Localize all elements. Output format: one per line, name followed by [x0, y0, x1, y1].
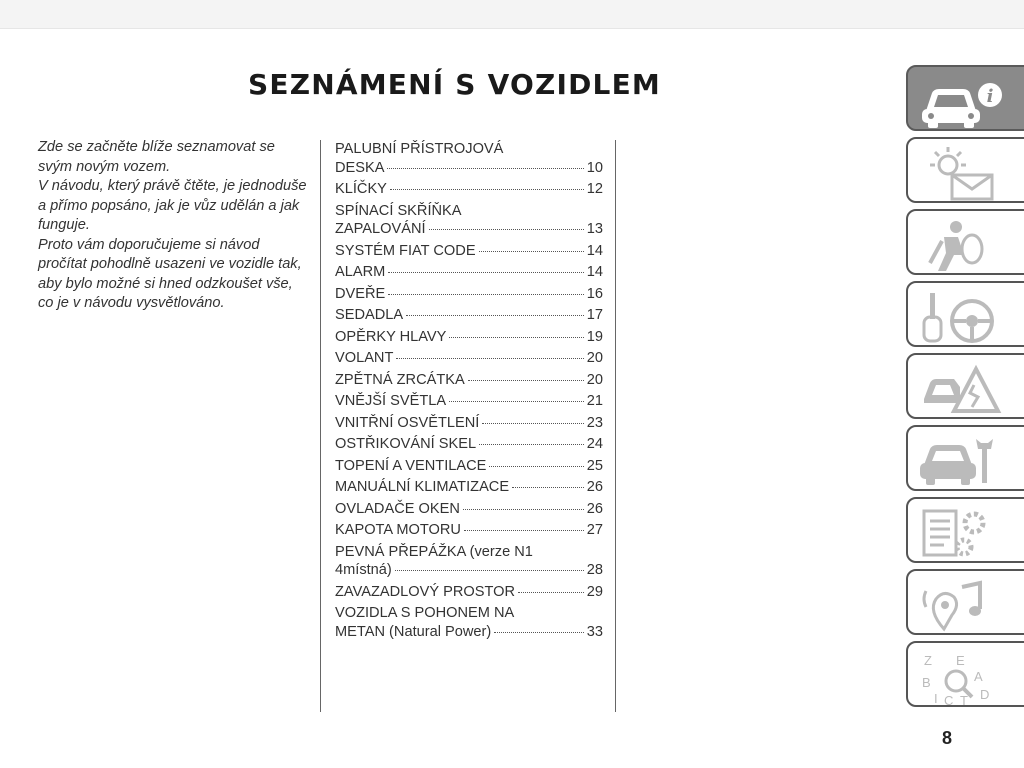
intro-paragraph: V návodu, který právě čtěte, je jednoduše a přímo popsáno, jak je vůz udělán a jak funguje. — [38, 178, 307, 233]
toc-entry-label: DESKA — [335, 159, 385, 176]
toc-leader-dots — [494, 632, 584, 633]
toc-entry[interactable] — [335, 349, 603, 368]
toc-leader-dots — [449, 337, 583, 338]
car-accident-icon — [916, 359, 1008, 419]
toc-entry-page: 29 — [586, 583, 603, 600]
toc-entry-label: ZAPALOVÁNÍ — [335, 221, 426, 237]
toc-entry-label: 4místná) — [335, 562, 392, 578]
toc-leader-dots — [512, 487, 584, 488]
alphabetical-index-icon — [916, 647, 1008, 707]
toc-entry-page: 12 — [586, 181, 603, 197]
toc-entry[interactable] — [335, 435, 603, 454]
toc-entry-label: OSTŘIKOVÁNÍ SKEL — [335, 436, 477, 452]
toc-leader-dots — [479, 251, 584, 252]
toc-entry-label: SEDADLA — [335, 307, 404, 323]
toc-entry-page: 13 — [586, 221, 603, 237]
toc-entry[interactable] — [335, 242, 603, 261]
toc-entry-page: 28 — [586, 562, 603, 578]
top-bar — [0, 0, 1024, 29]
toc-entry-label-line1: VOZIDLA S POHONEM NA — [335, 605, 515, 621]
toc-entry-label: ALARM — [335, 264, 386, 280]
toc-entry-page: 23 — [586, 414, 603, 431]
car-info-icon — [916, 71, 1008, 131]
toc-leader-dots — [387, 168, 583, 169]
toc-entry[interactable] — [335, 414, 603, 433]
toc-entry-label: KAPOTA MOTORU — [335, 522, 461, 538]
intro-paragraph: Zde se začněte blíže seznamovat se svým novým vozem. — [38, 139, 275, 175]
toc-leader-dots — [390, 189, 584, 190]
toc-leader-dots — [463, 509, 584, 510]
intro-paragraph: Proto vám doporučujeme si návod pročítat pohodlně usazeni ve vozidle tak, aby bylo možné si hned odzkoušet vše, co je v návodu vysvětlováno. — [38, 236, 302, 311]
toc-entry[interactable] — [335, 604, 603, 641]
toc-leader-dots — [518, 592, 584, 593]
toc-entry[interactable] — [335, 328, 603, 347]
toc-entry-label-line1: SPÍNACÍ SKŘÍŇKA — [335, 202, 462, 219]
chapter-tab[interactable] — [906, 497, 1024, 563]
toc-entry-page: 14 — [586, 242, 603, 259]
toc-leader-dots — [479, 444, 584, 445]
toc-entry-page: 25 — [586, 457, 603, 474]
toc-entry[interactable] — [335, 306, 603, 325]
toc-entry[interactable] — [335, 180, 603, 199]
chapter-tab[interactable] — [906, 209, 1024, 275]
toc-leader-dots — [482, 423, 583, 424]
toc-entry-label-line1: PALUBNÍ PŘÍSTROJOVÁ — [335, 141, 504, 157]
toc-entry-label: OPĚRKY HLAVY — [335, 328, 447, 345]
svg-text:i: i — [986, 86, 994, 107]
toc-leader-dots — [388, 294, 583, 295]
toc-entry[interactable] — [335, 521, 603, 540]
toc-entry[interactable] — [335, 392, 603, 411]
svg-text:D: D — [980, 687, 990, 702]
column-divider-left — [320, 140, 321, 712]
toc-entry-label: METAN (Natural Power) — [335, 623, 492, 640]
toc-entry-label: DVEŘE — [335, 285, 386, 302]
toc-entry-label: MANUÁLNÍ KLIMATIZACE — [335, 479, 510, 495]
toc-entry-page: 20 — [586, 350, 603, 366]
page-number: 8 — [942, 728, 953, 748]
technical-data-icon — [916, 503, 1008, 563]
column-divider-right — [615, 140, 616, 712]
page-title: SEZNÁMENÍ S VOZIDLEM — [248, 68, 661, 101]
toc-entry-page: 10 — [586, 159, 603, 176]
toc-entry[interactable] — [335, 583, 603, 602]
toc-entry-page: 14 — [586, 264, 603, 280]
toc-entry-label: ZPĚTNÁ ZRCÁTKA — [335, 371, 465, 388]
toc-entry-page: 26 — [586, 479, 603, 495]
chapter-tab[interactable] — [906, 641, 1024, 707]
airbag-safety-icon — [916, 215, 1008, 275]
toc-entry[interactable] — [335, 140, 603, 177]
svg-text:I: I — [934, 691, 938, 706]
toc-entry-page: 21 — [586, 393, 603, 409]
car-maintenance-icon — [916, 431, 1008, 491]
svg-text:E: E — [956, 653, 965, 668]
toc-entry[interactable] — [335, 478, 603, 497]
toc-entry-page: 33 — [586, 623, 603, 640]
toc-entry[interactable] — [335, 457, 603, 476]
toc-leader-dots — [489, 466, 583, 467]
svg-text:B: B — [922, 675, 931, 690]
toc-leader-dots — [388, 272, 583, 273]
toc-leader-dots — [429, 229, 584, 230]
toc-entry-page: 26 — [586, 500, 603, 517]
chapter-tab[interactable] — [906, 425, 1024, 491]
toc-entry-page: 24 — [586, 436, 603, 452]
toc-leader-dots — [464, 530, 584, 531]
toc-entry[interactable] — [335, 500, 603, 519]
chapter-tab[interactable] — [906, 137, 1024, 203]
svg-text:T: T — [960, 693, 968, 707]
toc-leader-dots — [468, 380, 584, 381]
warning-lights-icon — [916, 143, 1008, 203]
toc-entry[interactable] — [335, 371, 603, 390]
toc-entry-label-line1: PEVNÁ PŘEPÁŽKA (verze N1 — [335, 543, 533, 560]
toc-entry-label: SYSTÉM FIAT CODE — [335, 242, 476, 259]
chapter-tab[interactable] — [906, 281, 1024, 347]
toc-entry-label: TOPENÍ A VENTILACE — [335, 457, 487, 474]
toc-leader-dots — [396, 358, 583, 359]
toc-entry-label: KLÍČKY — [335, 181, 387, 197]
toc-entry-page: 19 — [586, 328, 603, 345]
toc-entry-page: 27 — [586, 522, 603, 538]
chapter-tab[interactable] — [906, 353, 1024, 419]
chapter-tab[interactable] — [906, 65, 1024, 131]
svg-text:Z: Z — [924, 653, 932, 668]
svg-text:A: A — [974, 669, 983, 684]
toc-leader-dots — [449, 401, 584, 402]
toc-leader-dots — [395, 570, 584, 571]
toc-leader-dots — [406, 315, 584, 316]
toc-entry-label: OVLADAČE OKEN — [335, 500, 460, 517]
toc-entry[interactable] — [335, 202, 603, 239]
toc-entry-page: 20 — [586, 371, 603, 388]
toc-entry-label: VNITŘNÍ OSVĚTLENÍ — [335, 414, 480, 431]
toc-entry-label: ZAVAZADLOVÝ PROSTOR — [335, 583, 516, 600]
toc-entry-page: 17 — [586, 307, 603, 323]
table-of-contents — [335, 140, 603, 644]
multimedia-icon — [916, 575, 1008, 635]
key-steering-icon — [916, 287, 1008, 347]
toc-entry[interactable] — [335, 285, 603, 304]
toc-entry[interactable] — [335, 543, 603, 580]
toc-entry-page: 16 — [586, 285, 603, 302]
intro-text — [38, 138, 310, 314]
svg-text:C: C — [944, 693, 954, 707]
chapter-tab[interactable] — [906, 569, 1024, 635]
toc-entry-label: VOLANT — [335, 350, 394, 366]
toc-entry[interactable] — [335, 263, 603, 282]
toc-entry-label: VNĚJŠÍ SVĚTLA — [335, 393, 447, 409]
